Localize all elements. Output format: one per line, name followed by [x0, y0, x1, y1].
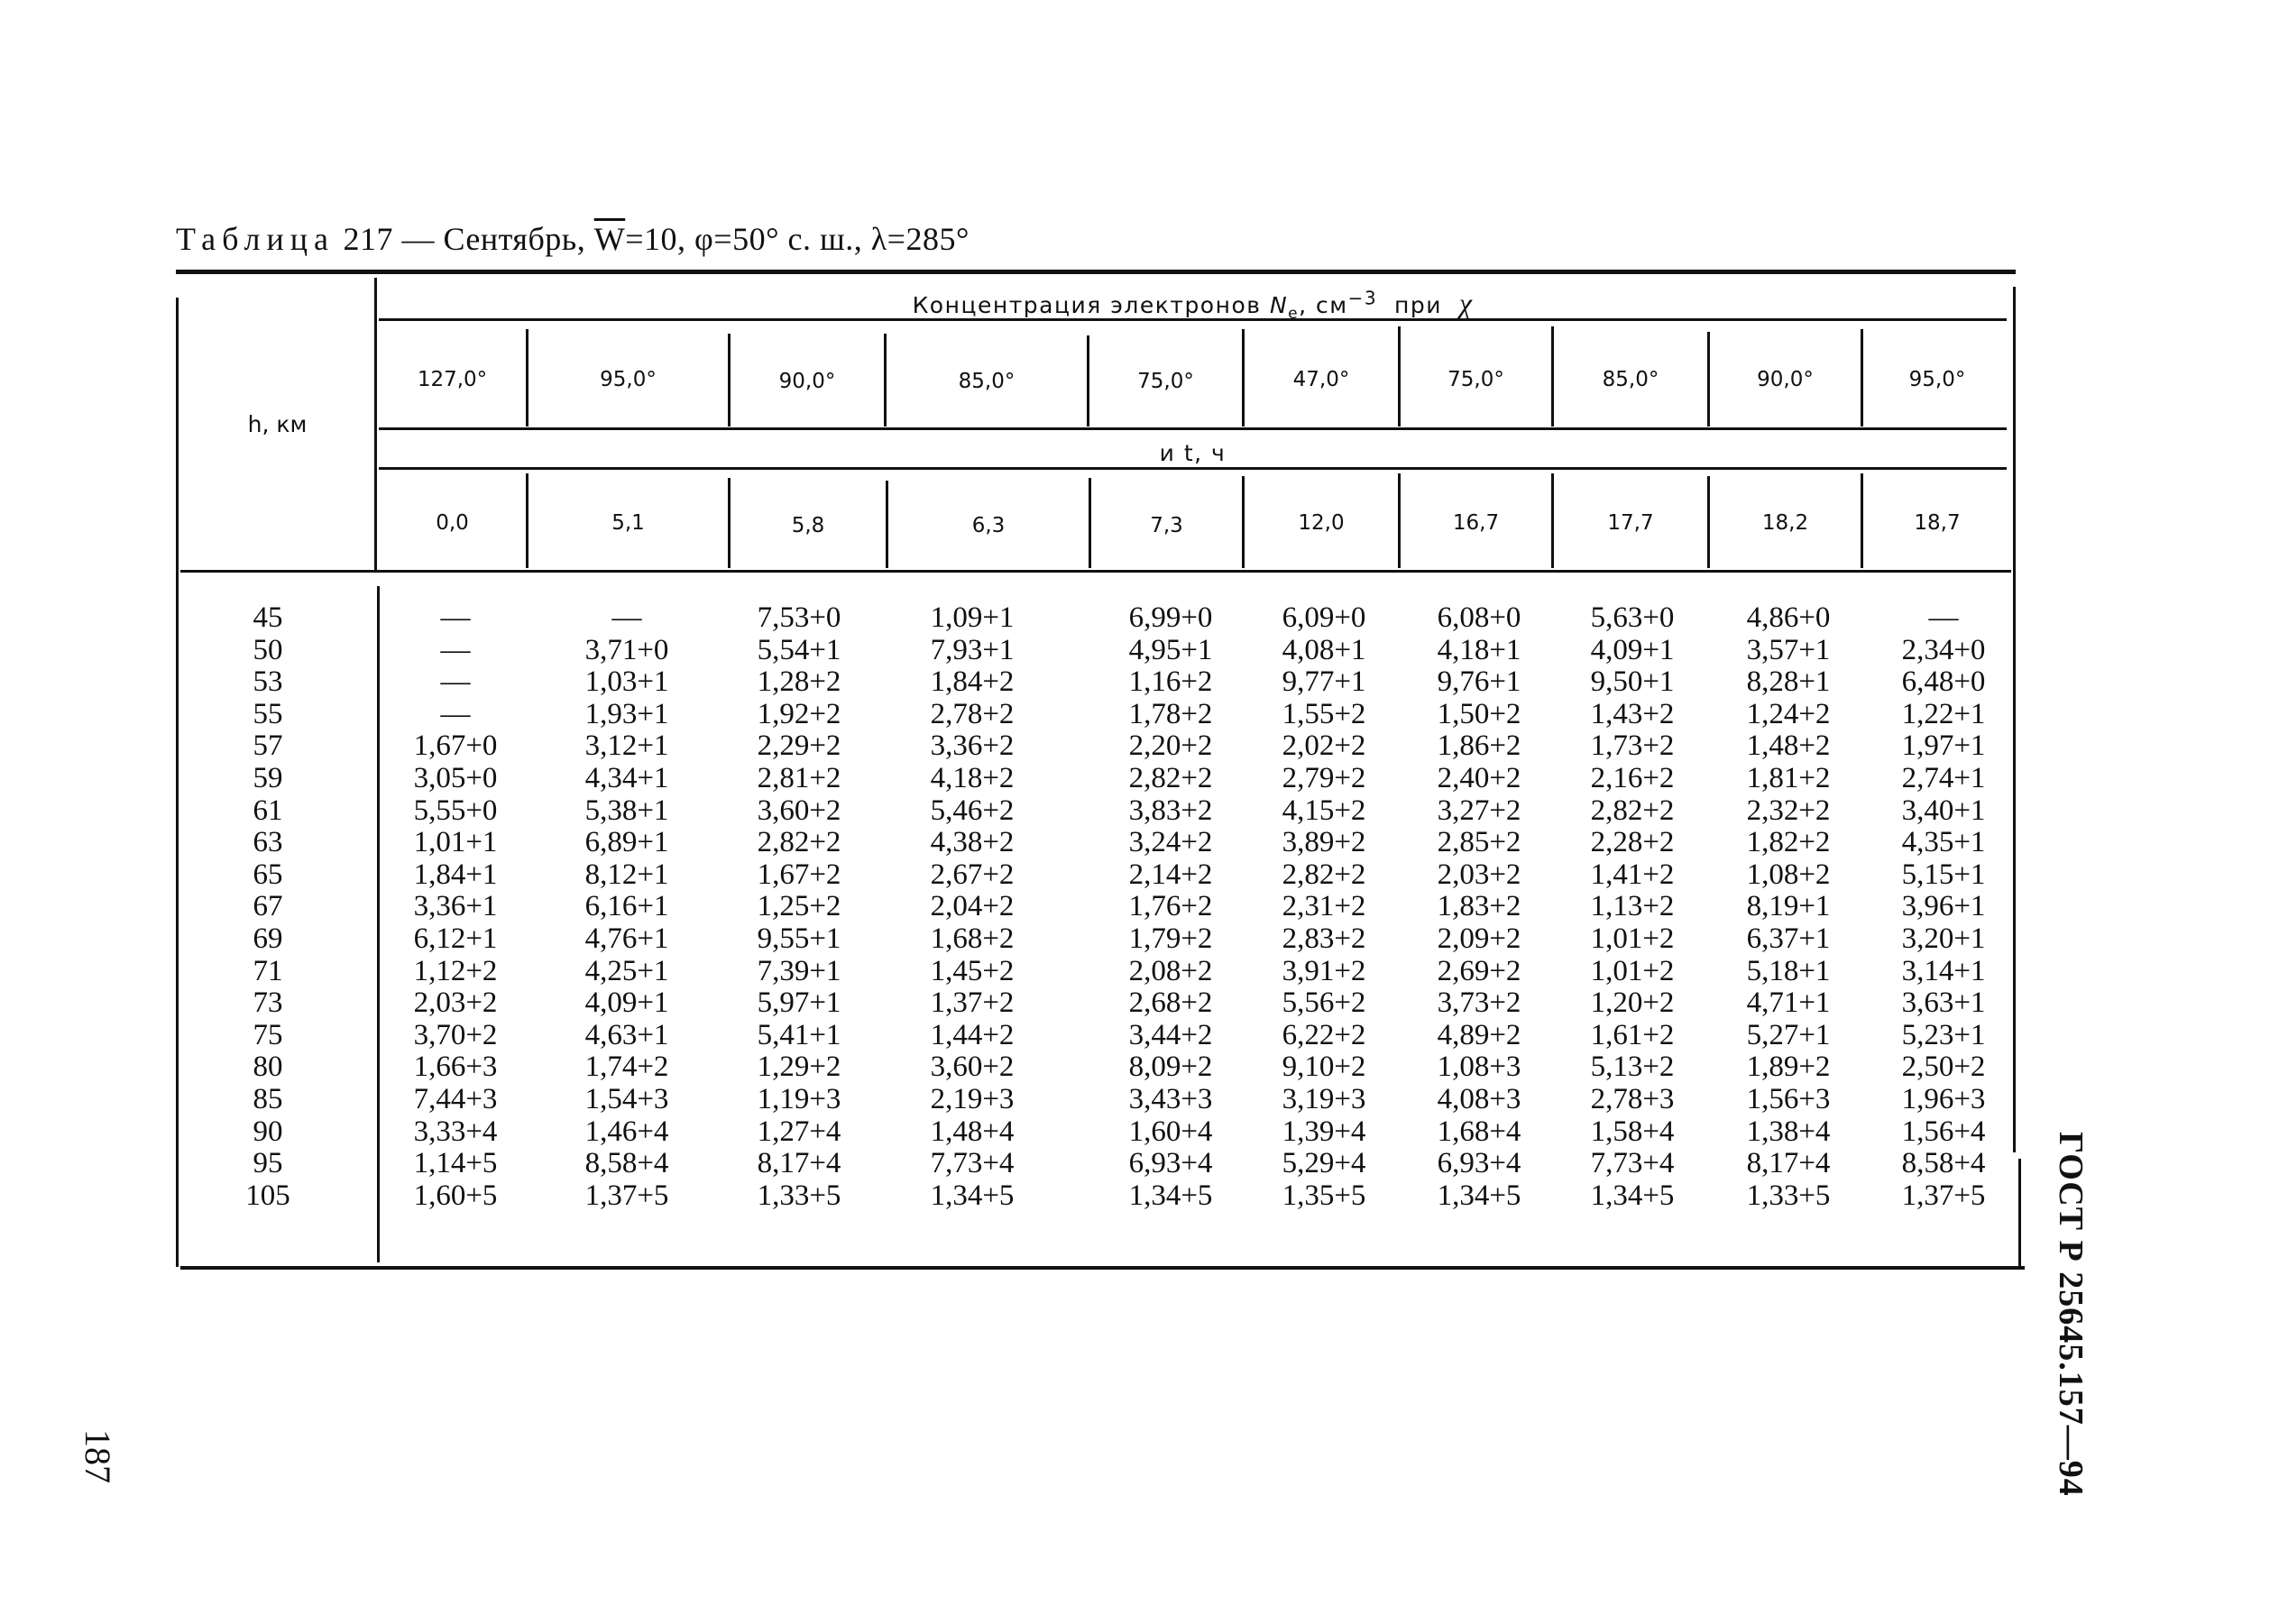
table-cell: 1,97+1 — [1901, 729, 1986, 763]
group-title-ne: N — [1269, 292, 1289, 318]
table-cell: 1,34+5 — [1590, 1179, 1675, 1212]
group-title-exp: −3 — [1347, 287, 1378, 309]
table-cell: 6,09+0 — [1282, 601, 1366, 634]
time-value: 7,3 — [1150, 514, 1183, 537]
table-cell: 1,79+2 — [1128, 922, 1213, 955]
table-cell: 1,24+2 — [1746, 697, 1831, 730]
table-cell: 1,60+5 — [413, 1179, 498, 1212]
table-cell: 67 — [253, 890, 283, 923]
table-cell: 3,71+0 — [584, 633, 669, 666]
table-cell: 1,16+2 — [1128, 665, 1213, 699]
table-cell: 8,09+2 — [1128, 1051, 1213, 1084]
table-cell: 8,19+1 — [1746, 890, 1831, 923]
table-cell: 1,14+5 — [413, 1147, 498, 1180]
table-cell: 1,50+2 — [1437, 697, 1521, 730]
table-cell: — — [440, 633, 471, 666]
table-cell: 75 — [253, 1018, 283, 1051]
table-cell: 1,78+2 — [1128, 697, 1213, 730]
table-cell: 57 — [253, 729, 283, 763]
table-cell: 61 — [253, 794, 283, 827]
table-cell: 1,27+4 — [757, 1115, 841, 1148]
caption-month: Сентябрь, — [443, 221, 586, 257]
table-cell: 1,01+2 — [1590, 954, 1675, 987]
table-cell: 6,48+0 — [1901, 665, 1986, 699]
table-cell: 1,29+2 — [757, 1051, 841, 1084]
table-cell: 1,96+3 — [1901, 1082, 1986, 1115]
table-cell: 3,73+2 — [1437, 986, 1521, 1020]
table-cell: — — [1928, 601, 1959, 634]
table-cell: 1,76+2 — [1128, 890, 1213, 923]
table-cell: 1,68+4 — [1437, 1115, 1521, 1148]
group-title-suffix: при — [1377, 292, 1459, 318]
caption-lambda: λ=285° — [870, 221, 970, 257]
time-value: 18,2 — [1761, 511, 1809, 535]
table-cell: 1,56+3 — [1746, 1082, 1831, 1115]
table-cell: 1,86+2 — [1437, 729, 1521, 763]
caption-phi: φ=50° с. ш., — [694, 221, 863, 257]
table-cell: 4,38+2 — [930, 826, 1015, 859]
time-title-text: и t, ч — [1159, 440, 1227, 466]
table-cell: 9,77+1 — [1282, 665, 1366, 699]
caption-label: Таблица — [176, 221, 335, 257]
table-cell: 3,89+2 — [1282, 826, 1366, 859]
table-cell: 1,68+2 — [930, 922, 1015, 955]
table-cell: 50 — [253, 633, 283, 666]
group-title-prefix: Концентрация электронов — [912, 292, 1270, 318]
caption-w-value: =10, — [625, 221, 686, 257]
table-cell: 1,60+4 — [1128, 1115, 1213, 1148]
data-column — [1252, 602, 1396, 1212]
data-column — [1871, 602, 2016, 1212]
table-cell: 90 — [253, 1115, 283, 1148]
time-value: 16,7 — [1452, 511, 1500, 535]
table-cell: 6,93+4 — [1128, 1147, 1213, 1180]
table-cell: 2,67+2 — [930, 858, 1015, 891]
chi-value: 85,0° — [1602, 368, 1659, 391]
table-cell: 1,01+1 — [413, 826, 498, 859]
table-cell: 1,55+2 — [1282, 697, 1366, 730]
table-cell: 3,14+1 — [1901, 954, 1986, 987]
table-cell: 6,08+0 — [1437, 601, 1521, 634]
table-cell: 3,33+4 — [413, 1115, 498, 1148]
table-cell: 6,12+1 — [413, 922, 498, 955]
table-cell: 1,54+3 — [584, 1082, 669, 1115]
table-cell: 2,78+3 — [1590, 1082, 1675, 1115]
chi-row-rule — [379, 427, 2007, 430]
table-cell: 1,74+2 — [584, 1051, 669, 1084]
table-cell: 2,09+2 — [1437, 922, 1521, 955]
caption-number: 217 — [343, 221, 393, 257]
table-cell: 1,22+1 — [1901, 697, 1986, 730]
time-value: 5,8 — [791, 514, 825, 537]
table-cell: 1,84+2 — [930, 665, 1015, 699]
table-cell: 2,82+2 — [1128, 761, 1213, 794]
table-cell: 69 — [253, 922, 283, 955]
table-cell: 1,58+4 — [1590, 1115, 1675, 1148]
table-cell: 4,08+1 — [1282, 633, 1366, 666]
data-column — [1560, 602, 1705, 1212]
chi-value: 127,0° — [417, 368, 488, 391]
table-cell: 2,03+2 — [413, 986, 498, 1020]
table-cell: 1,37+5 — [1901, 1179, 1986, 1212]
table-cell: 6,37+1 — [1746, 922, 1831, 955]
table-cell: 1,38+4 — [1746, 1115, 1831, 1148]
table-cell: 5,38+1 — [584, 794, 669, 827]
table-cell: 1,44+2 — [930, 1018, 1015, 1051]
table-cell: 1,13+2 — [1590, 890, 1675, 923]
chi-value: 95,0° — [600, 368, 657, 391]
table-cell: 1,33+5 — [757, 1179, 841, 1212]
table-cell: 1,41+2 — [1590, 858, 1675, 891]
height-column-divider-header — [374, 278, 377, 571]
table-cell: 5,29+4 — [1282, 1147, 1366, 1180]
table-cell: 1,34+5 — [1128, 1179, 1213, 1212]
table-cell: 2,32+2 — [1746, 794, 1831, 827]
table-cell: 1,43+2 — [1590, 697, 1675, 730]
table-cell: 6,16+1 — [584, 890, 669, 923]
table-cell: 3,70+2 — [413, 1018, 498, 1051]
table-bottom-rule — [180, 1266, 2025, 1270]
table-cell: 3,96+1 — [1901, 890, 1986, 923]
table-cell: 3,43+3 — [1128, 1082, 1213, 1115]
table-cell: 1,37+5 — [584, 1179, 669, 1212]
table-cell: 9,50+1 — [1590, 665, 1675, 699]
table-cell: 4,15+2 — [1282, 794, 1366, 827]
table-cell: 2,85+2 — [1437, 826, 1521, 859]
table-cell: 2,31+2 — [1282, 890, 1366, 923]
group-title-mid: , см — [1299, 292, 1348, 318]
table-cell: — — [440, 665, 471, 699]
table-cell: 3,60+2 — [930, 1051, 1015, 1084]
table-cell: 2,16+2 — [1590, 761, 1675, 794]
time-value: 17,7 — [1607, 511, 1654, 535]
table-cell: 65 — [253, 858, 283, 891]
table-cell: 4,95+1 — [1128, 633, 1213, 666]
table-cell: 3,63+1 — [1901, 986, 1986, 1020]
group-title — [379, 287, 2007, 323]
height-header: h, км — [247, 411, 308, 437]
table-cell: 3,12+1 — [584, 729, 669, 763]
table-cell: 5,56+2 — [1282, 986, 1366, 1020]
table-top-rule — [176, 270, 2016, 274]
table-cell: 1,92+2 — [757, 697, 841, 730]
table-cell: 2,14+2 — [1128, 858, 1213, 891]
table-cell: 1,25+2 — [757, 890, 841, 923]
table-cell: 1,34+5 — [1437, 1179, 1521, 1212]
table-cell: 4,09+1 — [1590, 633, 1675, 666]
time-value: 0,0 — [436, 511, 469, 535]
table-cell: 1,93+1 — [584, 697, 669, 730]
table-cell: 1,73+2 — [1590, 729, 1675, 763]
table-cell: 9,55+1 — [757, 922, 841, 955]
group-title-sub: e — [1288, 305, 1300, 323]
table-cell: 7,73+4 — [1590, 1147, 1675, 1180]
table-cell: 4,34+1 — [584, 761, 669, 794]
table-cell: 1,03+1 — [584, 665, 669, 699]
data-column — [727, 602, 871, 1212]
table-cell: 4,08+3 — [1437, 1082, 1521, 1115]
table-cell: 2,82+2 — [1282, 858, 1366, 891]
table-cell: 3,60+2 — [757, 794, 841, 827]
table-cell: 71 — [253, 954, 283, 987]
table-cell: 5,63+0 — [1590, 601, 1675, 634]
table-cell: 1,46+4 — [584, 1115, 669, 1148]
table-cell: 4,71+1 — [1746, 986, 1831, 1020]
chi-value: 95,0° — [1908, 368, 1966, 391]
table-cell: 1,84+1 — [413, 858, 498, 891]
table-cell: 4,86+0 — [1746, 601, 1831, 634]
table-cell: 7,39+1 — [757, 954, 841, 987]
table-cell: 7,73+4 — [930, 1147, 1015, 1180]
data-column — [383, 602, 528, 1212]
table-cell: — — [440, 601, 471, 634]
table-cell: 8,28+1 — [1746, 665, 1831, 699]
data-column — [1098, 602, 1243, 1212]
table-cell: 2,78+2 — [930, 697, 1015, 730]
table-cell: 2,34+0 — [1901, 633, 1986, 666]
table-cell: 4,76+1 — [584, 922, 669, 955]
table-cell: 1,81+2 — [1746, 761, 1831, 794]
header-bottom-rule — [180, 570, 2011, 573]
table-cell: 3,36+1 — [413, 890, 498, 923]
table-cell: 105 — [245, 1179, 290, 1212]
table-cell: 73 — [253, 986, 283, 1020]
table-cell: 8,17+4 — [1746, 1147, 1831, 1180]
table-cell: 2,79+2 — [1282, 761, 1366, 794]
table-cell: 2,69+2 — [1437, 954, 1521, 987]
chi-value: 75,0° — [1137, 370, 1194, 393]
table-cell: 5,27+1 — [1746, 1018, 1831, 1051]
table-cell: 7,93+1 — [930, 633, 1015, 666]
time-value: 18,7 — [1914, 511, 1961, 535]
table-cell: 2,04+2 — [930, 890, 1015, 923]
table-cell: 1,82+2 — [1746, 826, 1831, 859]
table-cell: 2,19+3 — [930, 1082, 1015, 1115]
table-cell: 3,44+2 — [1128, 1018, 1213, 1051]
chi-value: 75,0° — [1447, 368, 1504, 391]
table-cell: 3,57+1 — [1746, 633, 1831, 666]
table-caption — [176, 220, 970, 258]
table-cell: 1,48+4 — [930, 1115, 1015, 1148]
table-cell: 1,66+3 — [413, 1051, 498, 1084]
caption-w-symbol: $\overline{W}$ — [593, 221, 626, 257]
table-cell: 5,15+1 — [1901, 858, 1986, 891]
table-cell: 4,18+2 — [930, 761, 1015, 794]
table-cell: 2,82+2 — [757, 826, 841, 859]
table-cell: 2,40+2 — [1437, 761, 1521, 794]
table-cell: 1,45+2 — [930, 954, 1015, 987]
table-cell: 2,08+2 — [1128, 954, 1213, 987]
table-cell: 6,22+2 — [1282, 1018, 1366, 1051]
table-cell: 3,83+2 — [1128, 794, 1213, 827]
table-cell: 2,03+2 — [1437, 858, 1521, 891]
table-cell: 5,54+1 — [757, 633, 841, 666]
table-cell: 2,29+2 — [757, 729, 841, 763]
table-cell: 3,27+2 — [1437, 794, 1521, 827]
table-cell: 1,67+0 — [413, 729, 498, 763]
table-cell: 45 — [253, 601, 283, 634]
table-cell: 1,89+2 — [1746, 1051, 1831, 1084]
table-cell: 63 — [253, 826, 283, 859]
table-cell: — — [611, 601, 642, 634]
page-number: 187 — [78, 1429, 118, 1483]
table-cell: 3,24+2 — [1128, 826, 1213, 859]
table-cell: 9,10+2 — [1282, 1051, 1366, 1084]
table-cell: 1,19+3 — [757, 1082, 841, 1115]
table-cell: 55 — [253, 697, 283, 730]
table-cell: 85 — [253, 1082, 283, 1115]
table-cell: 6,89+1 — [584, 826, 669, 859]
table-cell: 1,37+2 — [930, 986, 1015, 1020]
table-cell: 1,12+2 — [413, 954, 498, 987]
table-cell: 1,61+2 — [1590, 1018, 1675, 1051]
table-cell: 5,55+0 — [413, 794, 498, 827]
data-column — [555, 602, 699, 1212]
table-cell: 1,67+2 — [757, 858, 841, 891]
data-column — [900, 602, 1044, 1212]
table-cell: 7,44+3 — [413, 1082, 498, 1115]
table-cell: 4,25+1 — [584, 954, 669, 987]
table-cell: 53 — [253, 665, 283, 699]
table-cell: 5,13+2 — [1590, 1051, 1675, 1084]
table-cell: 5,97+1 — [757, 986, 841, 1020]
table-cell: 3,20+1 — [1901, 922, 1986, 955]
time-title-rule — [379, 467, 2007, 470]
table-cell: 2,83+2 — [1282, 922, 1366, 955]
table-cell: 59 — [253, 761, 283, 794]
table-cell: 6,93+4 — [1437, 1147, 1521, 1180]
table-cell: 7,53+0 — [757, 601, 841, 634]
chi-value: 90,0° — [1757, 368, 1814, 391]
left-border — [176, 298, 179, 1267]
table-cell: 2,02+2 — [1282, 729, 1366, 763]
chi-value: 47,0° — [1292, 368, 1350, 391]
table-cell: 1,48+2 — [1746, 729, 1831, 763]
table-cell: 1,33+5 — [1746, 1179, 1831, 1212]
document-code: ГОСТ Р 25645.157—94 — [2052, 1132, 2090, 1497]
table-cell: 2,68+2 — [1128, 986, 1213, 1020]
table-cell: 1,09+1 — [930, 601, 1015, 634]
table-cell: 1,34+5 — [930, 1179, 1015, 1212]
time-value: 6,3 — [971, 514, 1006, 537]
height-column-divider-body — [377, 586, 380, 1262]
table-cell: 5,18+1 — [1746, 954, 1831, 987]
table-cell: 6,99+0 — [1128, 601, 1213, 634]
table-cell: 3,91+2 — [1282, 954, 1366, 987]
table-cell: 3,40+1 — [1901, 794, 1986, 827]
time-value: 5,1 — [611, 511, 645, 535]
table-cell: 3,05+0 — [413, 761, 498, 794]
caption-dash: — — [401, 221, 435, 257]
table-cell: 4,35+1 — [1901, 826, 1986, 859]
table-cell: 1,56+4 — [1901, 1115, 1986, 1148]
table-cell: 3,19+3 — [1282, 1082, 1366, 1115]
table-cell: 8,17+4 — [757, 1147, 841, 1180]
time-value: 12,0 — [1298, 511, 1345, 535]
group-title-chi: χ — [1458, 287, 1474, 319]
table-cell: 1,20+2 — [1590, 986, 1675, 1020]
table-cell: 2,20+2 — [1128, 729, 1213, 763]
table-cell: 4,18+1 — [1437, 633, 1521, 666]
right-border-lower — [2018, 1159, 2021, 1267]
table-cell: 4,63+1 — [584, 1018, 669, 1051]
chi-value: 90,0° — [778, 370, 836, 393]
table-cell: 1,39+4 — [1282, 1115, 1366, 1148]
table-cell: 1,08+3 — [1437, 1051, 1521, 1084]
table-cell: 5,46+2 — [930, 794, 1015, 827]
table-cell: — — [440, 697, 471, 730]
table-cell: 5,23+1 — [1901, 1018, 1986, 1051]
data-column — [1407, 602, 1551, 1212]
table-cell: 2,82+2 — [1590, 794, 1675, 827]
table-cell: 2,74+1 — [1901, 761, 1986, 794]
table-cell: 3,36+2 — [930, 729, 1015, 763]
height-column — [209, 602, 326, 1212]
table-cell: 1,28+2 — [757, 665, 841, 699]
table-cell: 1,01+2 — [1590, 922, 1675, 955]
table-cell: 2,81+2 — [757, 761, 841, 794]
table-cell: 8,58+4 — [1901, 1147, 1986, 1180]
table-cell: 80 — [253, 1051, 283, 1084]
table-cell: 1,83+2 — [1437, 890, 1521, 923]
table-cell: 4,09+1 — [584, 986, 669, 1020]
table-cell: 2,50+2 — [1901, 1051, 1986, 1084]
table-cell: 95 — [253, 1147, 283, 1180]
chi-value: 85,0° — [958, 370, 1016, 393]
table-cell: 8,12+1 — [584, 858, 669, 891]
time-title — [379, 440, 2007, 466]
table-cell: 2,28+2 — [1590, 826, 1675, 859]
table-cell: 4,89+2 — [1437, 1018, 1521, 1051]
data-column — [1716, 602, 1861, 1212]
table-cell: 9,76+1 — [1437, 665, 1521, 699]
table-cell: 1,35+5 — [1282, 1179, 1366, 1212]
table-cell: 1,08+2 — [1746, 858, 1831, 891]
table-cell: 8,58+4 — [584, 1147, 669, 1180]
table-cell: 5,41+1 — [757, 1018, 841, 1051]
